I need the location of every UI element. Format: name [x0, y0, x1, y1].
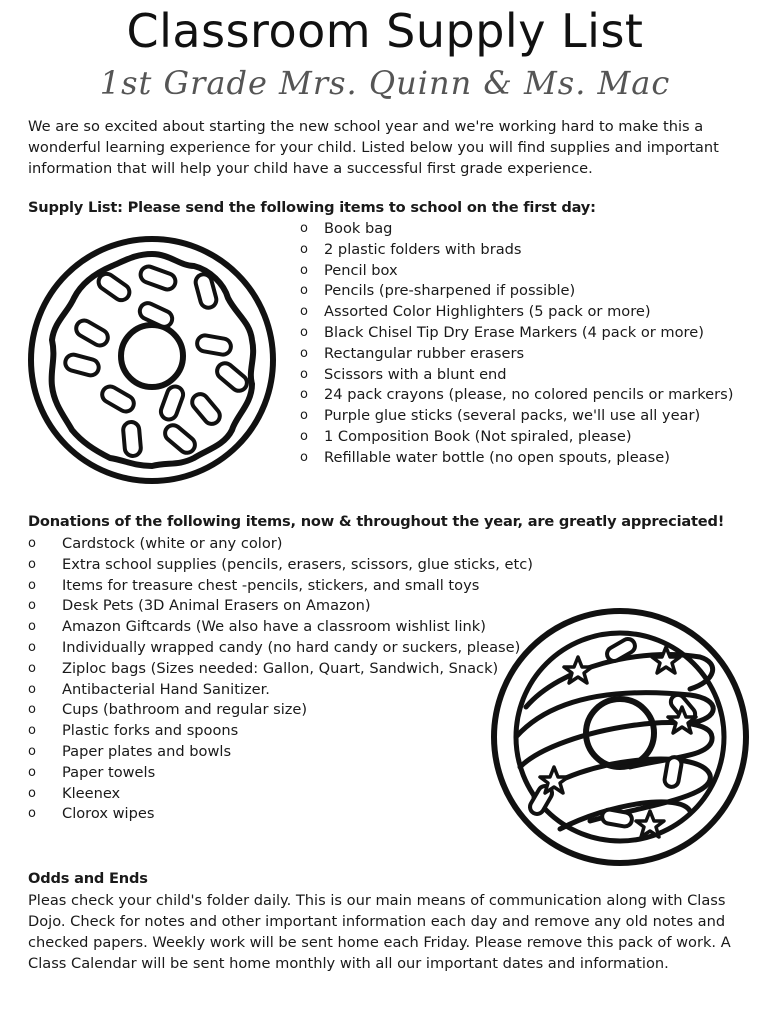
page-subtitle	[0, 64, 770, 102]
bullet-marker: o	[28, 806, 36, 822]
list-item-text: Purple glue sticks (several packs, we'll use all year)	[324, 407, 701, 425]
supply-list-heading: Supply List: Please send the following items to school on the first day:	[28, 199, 596, 216]
list-item-text: Kleenex	[62, 784, 121, 802]
list-item	[28, 742, 533, 763]
list-item	[300, 385, 733, 406]
list-item	[300, 240, 733, 261]
list-item-text: Rectangular rubber erasers	[324, 344, 525, 362]
bullet-marker: o	[28, 743, 36, 759]
list-item-text: Assorted Color Highlighters (5 pack or more)	[324, 303, 651, 321]
bullet-marker: o	[28, 577, 36, 593]
bullet-marker: o	[28, 536, 36, 551]
bullet-marker: o	[300, 304, 308, 320]
list-item-text: Amazon Giftcards (We also have a classroom wishlist link)	[62, 618, 486, 636]
list-item	[28, 784, 533, 805]
bullet-marker: o	[300, 366, 308, 382]
list-item	[28, 680, 533, 701]
bullet-marker: o	[300, 408, 308, 424]
subtitle-grade-ordinal: 1st	[99, 64, 153, 102]
list-item	[28, 721, 533, 742]
bullet-marker: o	[300, 283, 308, 299]
bullet-marker: o	[28, 723, 36, 739]
list-item-text: 24 pack crayons (please, no colored pencils or markers)	[324, 386, 734, 404]
bullet-marker: o	[28, 619, 36, 635]
intro-paragraph: We are so excited about starting the new school year and we're working hard to make this a wonderful learning experience for your child. Listed below you will find supplies and important information that will help your child have a successful first grade experience.	[28, 118, 719, 177]
list-item	[28, 763, 533, 784]
list-item-text: Individually wrapped candy (no hard candy or suckers, please)	[62, 638, 521, 656]
donut-stars-icon	[490, 607, 750, 867]
list-item-text: Refillable water bottle (no open spouts, please)	[324, 448, 670, 466]
bullet-marker: o	[28, 639, 36, 655]
bullet-marker: o	[28, 556, 36, 572]
list-item-text: Clorox wipes	[62, 805, 155, 823]
list-item	[300, 281, 733, 302]
list-item-text: Paper towels	[62, 763, 156, 781]
list-item	[28, 617, 533, 638]
list-item	[300, 344, 733, 365]
bullet-marker: o	[300, 324, 308, 340]
list-item	[300, 219, 733, 240]
list-item-text: Paper plates and bowls	[62, 742, 232, 760]
list-item	[28, 638, 533, 659]
bullet-marker: o	[28, 702, 36, 718]
list-item-text: Pencils (pre-sharpened if possible)	[324, 282, 576, 300]
bullet-marker: o	[300, 221, 308, 236]
bullet-marker: o	[300, 387, 308, 403]
list-item-text: 1 Composition Book (Not spiraled, please)	[324, 427, 632, 445]
page-title: Classroom Supply List	[126, 4, 644, 58]
list-item	[28, 555, 533, 576]
bullet-marker: o	[28, 785, 36, 801]
list-item	[28, 700, 533, 721]
list-item-text: Items for treasure chest -pencils, stickers, and small toys	[62, 576, 480, 594]
list-item-text: Desk Pets (3D Animal Erasers on Amazon)	[62, 597, 371, 615]
list-item	[28, 596, 533, 617]
donations-heading: Donations of the following items, now & throughout the year, are greatly appreciated!	[28, 513, 725, 530]
supply-list	[300, 219, 733, 469]
list-item-text: Cardstock (white or any color)	[62, 535, 283, 552]
list-item	[300, 323, 733, 344]
list-item	[300, 427, 733, 448]
donut-sprinkles-icon	[28, 236, 276, 484]
bullet-marker: o	[28, 598, 36, 614]
bullet-marker: o	[300, 241, 308, 257]
list-item-text: Ziploc bags (Sizes needed: Gallon, Quart, Sandwich, Snack)	[62, 659, 499, 677]
list-item	[300, 261, 733, 282]
list-item	[300, 406, 733, 427]
list-item-text: Scissors with a blunt end	[324, 365, 507, 383]
bullet-marker: o	[28, 764, 36, 780]
list-item-text: Plastic forks and spoons	[62, 722, 239, 740]
list-item-text: Cups (bathroom and regular size)	[62, 701, 308, 719]
donations-list	[28, 534, 533, 825]
list-item-text: Pencil box	[324, 261, 398, 279]
bullet-marker: o	[300, 428, 308, 444]
bullet-marker: o	[28, 660, 36, 676]
list-item-text: Extra school supplies (pencils, erasers, scissors, glue sticks, etc)	[62, 555, 533, 573]
list-item	[300, 448, 733, 469]
odds-and-ends-paragraph: Pleas check your child's folder daily. This is our main means of communication along with Class Dojo. Check for notes and other important information each day and remove any old notes and checked papers. Weekly work will be sent home each Friday. Please remove this pack of work. A Class Calendar will be sent home monthly with all our important dates and information.	[28, 892, 731, 972]
list-item-text: Antibacterial Hand Sanitizer.	[62, 680, 270, 698]
list-item-text: Book bag	[324, 220, 393, 237]
odds-and-ends-heading: Odds and Ends	[28, 870, 148, 887]
bullet-marker: o	[300, 345, 308, 361]
bullet-marker: o	[300, 449, 308, 465]
bullet-marker: o	[28, 681, 36, 697]
bullet-marker: o	[300, 262, 308, 278]
list-item-text: 2 plastic folders with brads	[324, 240, 522, 258]
list-item	[300, 365, 733, 386]
list-item	[28, 804, 533, 825]
list-item-text: Black Chisel Tip Dry Erase Markers (4 pack or more)	[324, 323, 704, 341]
list-item	[28, 534, 533, 555]
list-item	[28, 576, 533, 597]
list-item	[300, 302, 733, 323]
subtitle-text: Grade Mrs. Quinn & Ms. Mac	[163, 64, 671, 102]
list-item	[28, 659, 533, 680]
